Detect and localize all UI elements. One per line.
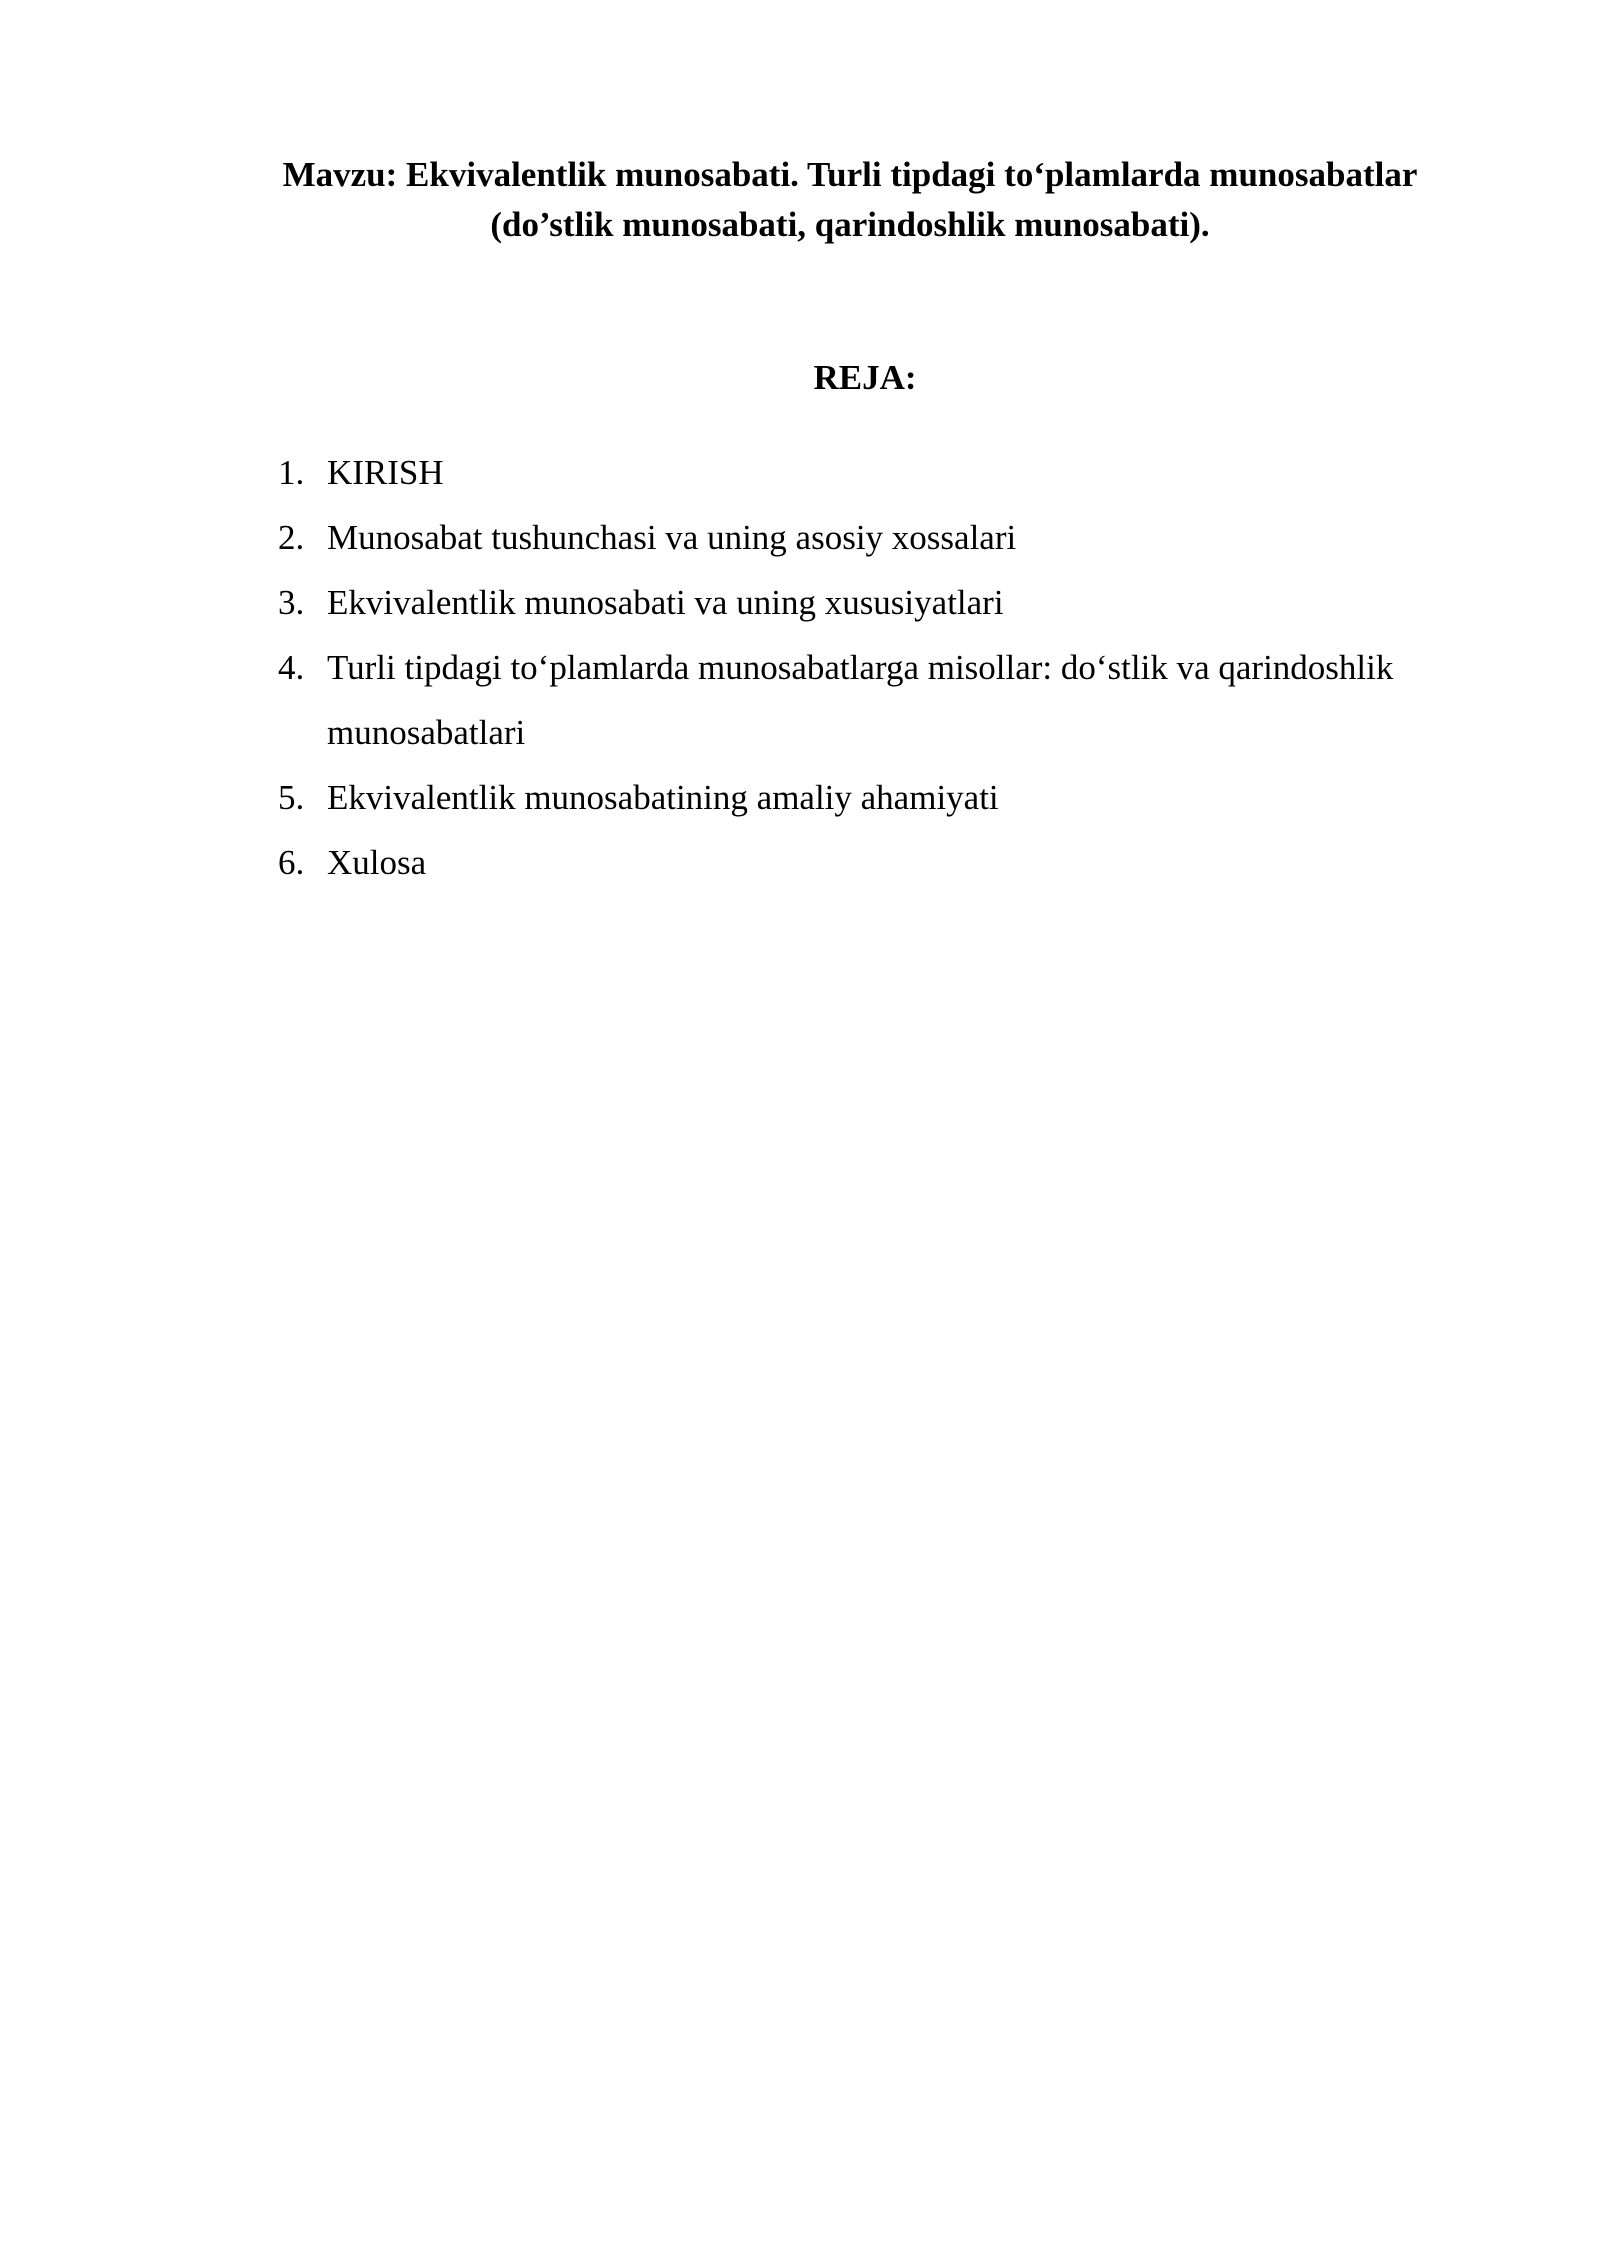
document-title xyxy=(200,150,1500,250)
plan-heading: REJA: xyxy=(813,358,917,397)
list-item-number: 1. xyxy=(278,453,305,492)
list-item-text: KIRISH xyxy=(327,453,444,492)
list-item xyxy=(0,505,1507,570)
list-item-number: 2. xyxy=(278,518,305,557)
list-item-text: Ekvivalentlik munosabati va uning xususiyatlari xyxy=(327,583,1004,622)
list-item-number: 5. xyxy=(278,778,305,817)
list-item-text: Munosabat tushunchasi va uning asosiy xossalari xyxy=(327,518,1017,557)
list-item-continuation xyxy=(0,700,1507,765)
list-item-number: 6. xyxy=(278,843,305,882)
list-item-text: Ekvivalentlik munosabatining amaliy ahamiyati xyxy=(327,778,999,817)
list-item-number: 3. xyxy=(278,583,305,622)
list-item xyxy=(0,765,1507,830)
list-item-text: Xulosa xyxy=(327,843,427,882)
list-item-text: Turli tipdagi to‘plamlarda munosabatlarga misollar: do‘stlik va qarindoshlik xyxy=(327,648,1394,687)
list-item xyxy=(0,440,1507,505)
list-item xyxy=(0,830,1507,895)
list-item-number: 4. xyxy=(278,648,305,687)
list-item-text: munosabatlari xyxy=(327,713,526,752)
title-line-1: Mavzu: Ekvivalentlik munosabati. Turli tipdagi to‘plamlarda munosabatlar xyxy=(282,155,1418,194)
list-item xyxy=(0,570,1507,635)
title-line-2: (do’stlik munosabati, qarindoshlik munosabati). xyxy=(490,205,1210,244)
plan-list xyxy=(0,440,1507,895)
list-item xyxy=(0,635,1507,700)
